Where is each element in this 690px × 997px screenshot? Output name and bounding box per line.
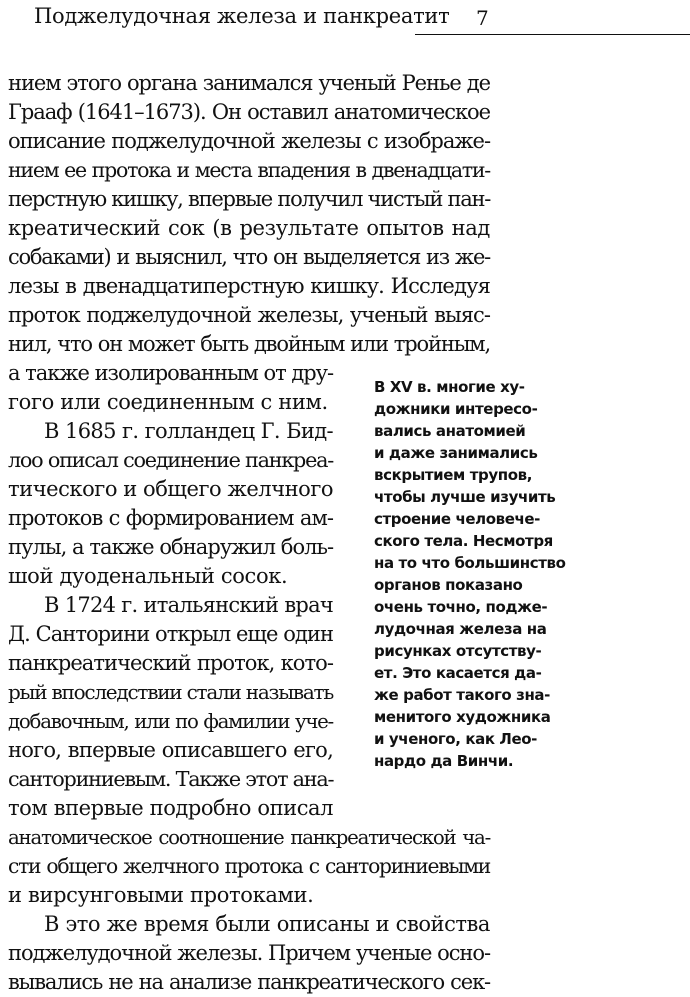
margin-note-line: и ученого, как Лео-	[374, 730, 537, 748]
text-line: гого или соединенным с ним.	[8, 390, 328, 414]
margin-note-line: вались анатомией	[374, 422, 526, 440]
margin-note-line: строение человече-	[374, 510, 540, 528]
margin-note-line: и даже занимались	[374, 444, 538, 462]
text-line: пулы, а также обнаружил боль-	[8, 535, 334, 559]
margin-note-line: лудочная железа на	[374, 620, 547, 638]
text-line: анатомическое соотношение панкреатической ча-	[8, 826, 490, 849]
margin-note-line: менитого художника	[374, 708, 551, 726]
text-line: В 1724 г. итальянский врач	[44, 593, 333, 617]
text-line: протоков с формированием ам-	[8, 506, 333, 530]
margin-note-line: дожники интересо-	[374, 400, 538, 418]
text-line: поджелудочной железы. Причем ученые осно-	[8, 941, 490, 965]
margin-note-line: чтобы лучше изучить	[374, 488, 556, 506]
text-line: нием ее протока и места впадения в двенадцати-	[8, 158, 490, 182]
text-line: Д. Санторини открыл еще один	[8, 622, 333, 646]
margin-note-line: очень точно, подже-	[374, 598, 548, 616]
text-line: проток поджелудочной железы, ученый выяс-	[8, 303, 490, 327]
margin-note-line: В XV в. многие ху-	[374, 378, 525, 396]
text-line: лезы в двенадцатиперстную кишку. Исследуя	[8, 274, 490, 298]
text-line: а также изолированным от дру-	[8, 361, 333, 385]
text-line: вывались не на анализе панкреатического сек-	[8, 970, 490, 994]
page-header	[0, 0, 690, 36]
text-line: перстную кишку, впервые получил чистый пан-	[8, 187, 491, 211]
text-line: шой дуоденальный сосок.	[8, 564, 288, 588]
margin-note-line: ского тела. Несмотря	[374, 532, 553, 550]
margin-note-line: же работ такого зна-	[374, 686, 550, 704]
text-line: креатический сок (в результате опытов над	[8, 216, 490, 240]
margin-note-line: нардо да Винчи.	[374, 752, 514, 770]
text-line: сти общего желчного протока с санториниевыми	[8, 854, 490, 878]
margin-note-line: вскрытием трупов,	[374, 466, 532, 484]
margin-note-line: ет. Это касается да-	[374, 664, 542, 682]
margin-note-line: органов показано	[374, 576, 523, 594]
text-line: санториниевым. Также этот ана-	[8, 767, 334, 791]
text-line: тического и общего желчного	[8, 477, 334, 501]
margin-note-line: на то что большинство	[374, 554, 566, 572]
text-line: В это же время были описаны и свойства	[44, 912, 490, 936]
running-title: Поджелудочная железа и панкреатит	[34, 4, 450, 28]
text-line: собаками) и выяснил, что он выделяется из же-	[8, 245, 490, 269]
text-line: панкреатический проток, кото-	[8, 651, 333, 675]
text-line: Грааф (1641–1673). Он оставил анатомическое	[8, 100, 490, 124]
text-line: нием этого органа занимался ученый Ренье де	[8, 71, 490, 95]
text-line: добавочным, или по фамилии уче-	[8, 710, 333, 733]
text-line: ного, впервые описавшего его,	[8, 738, 333, 762]
text-line: и вирсунговыми протоками.	[8, 883, 314, 907]
text-line: лоо описал соединение панкреа-	[8, 448, 333, 472]
text-line: описание поджелудочной железы с изображе-	[8, 129, 490, 153]
text-line: рый впоследствии стали называть	[8, 680, 333, 704]
header-rule	[415, 34, 690, 35]
text-line: В 1685 г. голландец Г. Бид-	[44, 419, 333, 443]
text-line: том впервые подробно описал	[8, 796, 333, 820]
text-line: нил, что он может быть двойным или тройным,	[8, 332, 490, 356]
page-number: 7	[476, 6, 489, 30]
margin-note-line: рисунках отсутству-	[374, 642, 542, 660]
